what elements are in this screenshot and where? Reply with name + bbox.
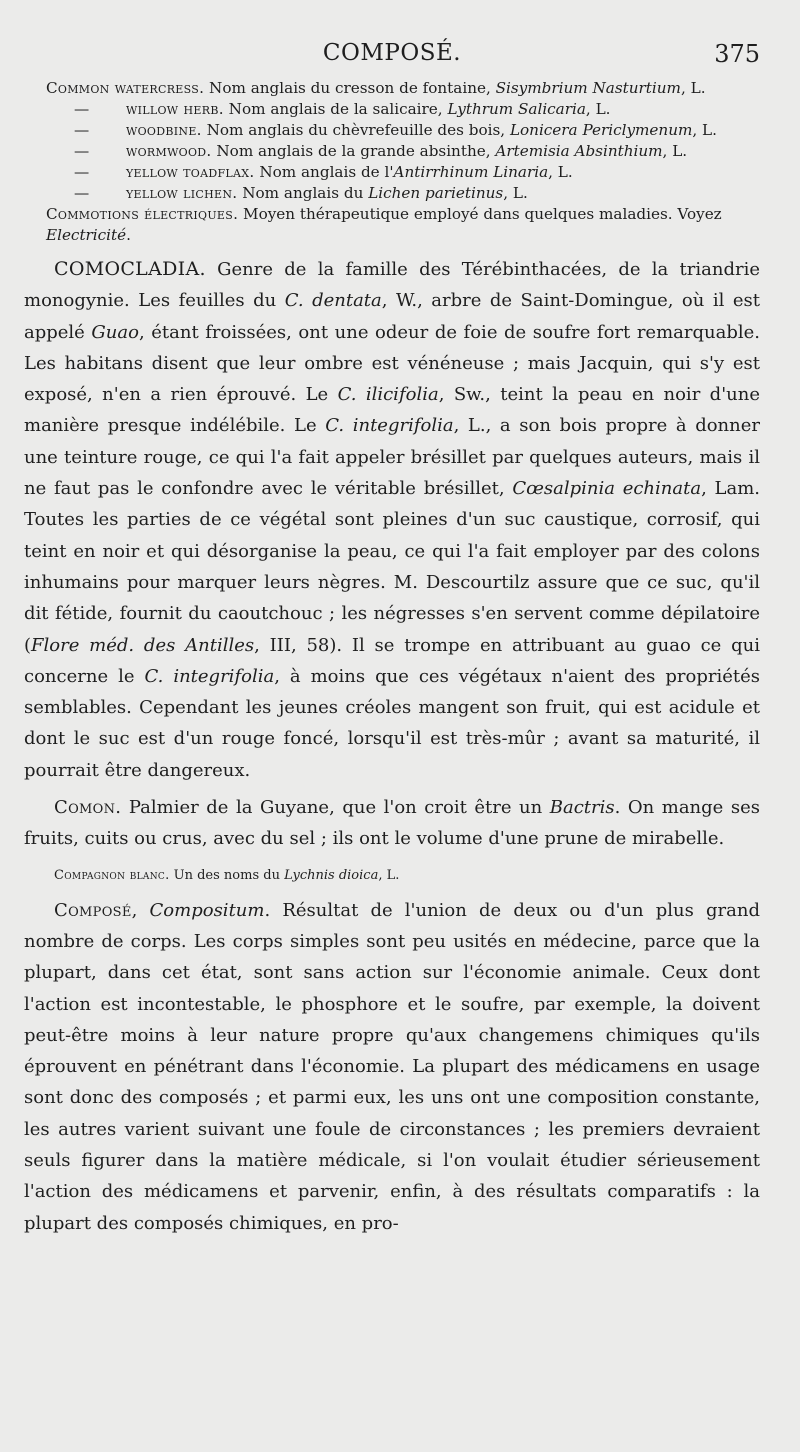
entry-end: , L. [548,163,573,181]
entry-lemma: yellow toadflax. [126,163,255,181]
entry-end: , L. [503,184,528,202]
entry-text: , Sw., teint la peau en noir d'une manière presque indélébile. Le [24,384,760,437]
entry-comon [24,792,760,855]
entry-end: , L. [680,79,706,97]
entry-text: Palmier de la Guyane, que l'on croit être un [121,797,550,819]
entry-latin: C. dentata [284,290,382,312]
entry-latin: Lonicera Periclymenum [509,121,693,139]
entry-wormwood [74,141,760,162]
entry-woodbine [74,120,760,141]
entry-latin: Antirrhinum Linaria [393,163,549,181]
entry-text: Nom anglais du [237,184,369,202]
page-header [24,36,760,78]
ditto-dash: — [74,100,90,118]
ditto-dash: — [74,184,90,202]
entry-latin: Sisymbrium Nasturtium [495,79,681,97]
entry-lemma: woodbine. [126,121,202,139]
entry-text: , W., arbre de Saint-Domingue, où il est appelé [24,290,760,343]
entry-end: , L. [585,100,611,118]
entry-latin: Flore méd. des Antilles [31,634,255,656]
entry-lemma: Commotions électriques. [46,205,239,223]
entry-text: , L., a son bois propre à donner une teinture rouge, ce qui l'a fait appeler brésillet par quelques auteurs, mais il ne faut pas le confondre avec le véritable brésillet, [24,415,761,500]
entry-end: . [126,226,131,244]
entry-latin: Lichen parietinus [368,184,504,202]
entry-text: , III, 58). Il se trompe en attribuant au guao ce qui concerne le [24,634,760,687]
entry-lemma: COMOCLADIA. [54,258,206,280]
entry-latin: Lythrum Salicaria [447,100,586,118]
short-entries [24,78,760,246]
entry-text: Un des noms du [169,867,285,883]
entry-latin: Artemisia Absinthium [495,142,663,160]
entry-lemma: Compagnon blanc. [54,867,170,883]
entry-lemma: willow herb. [126,100,224,118]
entry-lemma: Comon. [54,797,122,819]
entry-end: , L. [378,867,400,883]
entry-lemma: yellow lichen. [126,184,238,202]
entry-end: , L. [692,121,717,139]
ditto-dash: — [74,142,90,160]
entry-latin: Electricité [46,226,127,244]
entry-latin: Cœsalpinia echinata [512,478,702,500]
running-head: COMPOSÉ. [322,40,462,66]
ditto-dash: — [74,163,90,181]
entry-latin: C. integrifolia [325,415,454,437]
entry-latin: Bactris [549,797,615,819]
entry-latin: C. integrifolia [144,665,275,687]
entry-common-watercress [24,78,760,99]
entry-text: , à moins que ces végétaux n'aient des propriétés semblables. Cependant les jeunes créoles mangent son fruit, qui est acidule et dont le suc est d'un rouge foncé, lorsqu'il est très-mûr ; avant sa maturité, il pourrait être dangereux. [24,665,760,781]
entry-lemma: Common watercress. [46,79,205,97]
entry-text: Nom anglais de la grande absinthe, [211,142,496,160]
entry-yellow-lichen [74,183,760,204]
entry-text: , étant froissées, ont une odeur de foie de soufre fort remarquable. Les habitans disent que leur ombre est vénéneuse ; mais Jacquin, qui s'y est exposé, n'en a rien éprouvé. Le [24,321,760,406]
entry-sep: , [131,899,150,921]
entry-latin: C. ilicifolia [337,384,439,406]
entry-lemma: wormwood. [126,142,212,160]
page-number: 375 [714,40,760,68]
entry-willow-herb [74,99,760,120]
entry-text: . On mange ses fruits, cuits ou crus, avec du sel ; ils ont le volume d'une prune de mirabelle. [24,797,760,850]
entry-text: Nom anglais du cresson de fontaine, [204,79,496,97]
entry-latin: Compositum [149,899,265,921]
entry-end: , L. [662,142,688,160]
entry-latin: Lychnis dioica [284,867,379,883]
entry-text: . Résultat de l'union de deux ou d'un plus grand nombre de corps. Les corps simples sont peu usités en médecine, parce que la plupart, dans cet état, sont sans action sur l'économie animale. Ceux dont l'action est incontestable, le phosphore et le soufre, par exemple, la doivent peut-être moins à leur nature propre qu'aux changemens chimiques qu'ils éprouvent en pénétrant dans l'économie. La plupart des médicamens en usage sont donc des composés ; et parmi eux, les uns ont une composition constante, les autres varient suivant une foule de circonstances ; les premiers devraient seuls figurer dans la matière médicale, si l'on voulait étudier sérieusement l'action des médicamens et parvenir, enfin, à des résultats comparatifs : la plupart des composés chimiques, en pro- [24,899,760,1234]
entry-text: , Lam. Toutes les parties de ce végétal sont pleines d'un suc caustique, corrosif, qui teint en noir et qui désorganise la peau, ce qui l'a fait employer par des colons inhumains pour marquer leurs nègres. M. Descourtilz assure que ce suc, qu'il dit fétide, fournit du caoutchouc ; les négresses s'en servent comme dépilatoire ( [24,478,761,656]
entry-text: Moyen thérapeutique employé dans quelques maladies. Voyez [238,205,722,223]
entry-yellow-toadflax [74,162,760,183]
entry-compagnon-blanc [54,865,760,887]
entry-commotions-electriques [24,204,760,246]
entry-text: Nom anglais de l' [254,163,394,181]
entry-text: Genre de la famille des Térébinthacées, de la triandrie monogynie. Les feuilles du [24,259,760,312]
entry-compose [24,895,760,1239]
ditto-dash: — [74,121,90,139]
entry-comocladia [24,254,760,786]
entry-lemma: Composé [54,899,132,921]
entry-text: Nom anglais de la salicaire, [223,100,448,118]
entry-latin: Guao [91,321,139,343]
entry-text: Nom anglais du chèvrefeuille des bois, [201,121,510,139]
